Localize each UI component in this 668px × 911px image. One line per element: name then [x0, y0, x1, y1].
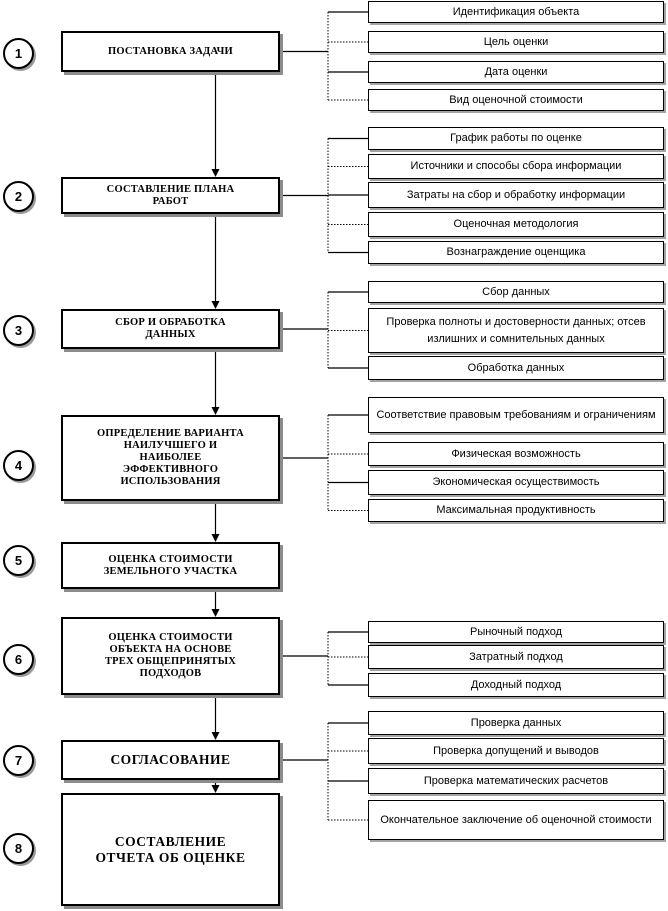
- step-6-item-2: Затратный подход: [368, 645, 664, 669]
- step-box-4: ОПРЕДЕЛЕНИЕ ВАРИАНТА НАИЛУЧШЕГО И НАИБОЛЕЕ ЭФФЕКТИВНОГО ИСПОЛЬЗОВАНИЯ: [61, 415, 280, 501]
- arrow-head-5-to-6: [212, 609, 220, 617]
- step-4-item-1: Соответствие правовым требованиям и ограничениям: [368, 397, 664, 433]
- step-6-item-1: Рыночный подход: [368, 621, 664, 643]
- step-number-7: 7: [3, 745, 34, 776]
- step-box-1: ПОСТАНОВКА ЗАДАЧИ: [61, 31, 280, 72]
- arrow-head-7-to-8: [212, 785, 220, 793]
- step-box-3: СБОР И ОБРАБОТКА ДАННЫХ: [61, 309, 280, 349]
- step-3-item-3: Обработка данных: [368, 356, 664, 380]
- step-3-item-2: Проверка полноты и достоверности данных; отсев излишних и сомнительных данных: [368, 308, 664, 353]
- arrow-head-6-to-7: [212, 732, 220, 740]
- step-7-item-2: Проверка допущений и выводов: [368, 738, 664, 764]
- step-4-item-2: Физическая возможность: [368, 442, 664, 466]
- step-box-5: ОЦЕНКА СТОИМОСТИ ЗЕМЕЛЬНОГО УЧАСТКА: [61, 542, 280, 589]
- arrow-head-3-to-4: [212, 407, 220, 415]
- step-7-item-1: Проверка данных: [368, 711, 664, 735]
- step-1-item-1: Идентификация объекта: [368, 1, 664, 23]
- step-2-item-3: Затраты на сбор и обработку информации: [368, 182, 664, 208]
- step-box-7: СОГЛАСОВАНИЕ: [61, 740, 280, 780]
- step-1-item-3: Дата оценки: [368, 61, 664, 83]
- step-2-item-4: Оценочная методология: [368, 212, 664, 237]
- step-4-item-4: Максимальная продуктивность: [368, 499, 664, 522]
- step-2-item-1: График работы по оценке: [368, 127, 664, 150]
- step-number-8: 8: [3, 833, 34, 864]
- step-number-1: 1: [3, 38, 34, 69]
- step-7-item-4: Окончательное заключение об оценочной стоимости: [368, 800, 664, 840]
- step-1-item-2: Цель оценки: [368, 31, 664, 53]
- step-6-item-3: Доходный подход: [368, 673, 664, 697]
- step-7-item-3: Проверка математических расчетов: [368, 768, 664, 794]
- step-2-item-2: Источники и способы сбора информации: [368, 154, 664, 179]
- step-number-2: 2: [3, 181, 34, 212]
- step-box-2: СОСТАВЛЕНИЕ ПЛАНА РАБОТ: [61, 177, 280, 214]
- arrow-head-2-to-3: [212, 301, 220, 309]
- step-box-6: ОЦЕНКА СТОИМОСТИ ОБЪЕКТА НА ОСНОВЕ ТРЕХ ОБЩЕПРИНЯТЫХ ПОДХОДОВ: [61, 617, 280, 695]
- arrow-head-1-to-2: [212, 169, 220, 177]
- arrow-head-4-to-5: [212, 534, 220, 542]
- step-1-item-4: Вид оценочной стоимости: [368, 89, 664, 111]
- step-3-item-1: Сбор данных: [368, 281, 664, 303]
- step-2-item-5: Вознаграждение оценщика: [368, 241, 664, 264]
- step-number-4: 4: [3, 450, 34, 481]
- step-box-8: СОСТАВЛЕНИЕ ОТЧЕТА ОБ ОЦЕНКЕ: [61, 793, 280, 906]
- step-number-5: 5: [3, 545, 34, 576]
- step-number-6: 6: [3, 644, 34, 675]
- step-4-item-3: Экономическая осуществимость: [368, 470, 664, 495]
- step-number-3: 3: [3, 315, 34, 346]
